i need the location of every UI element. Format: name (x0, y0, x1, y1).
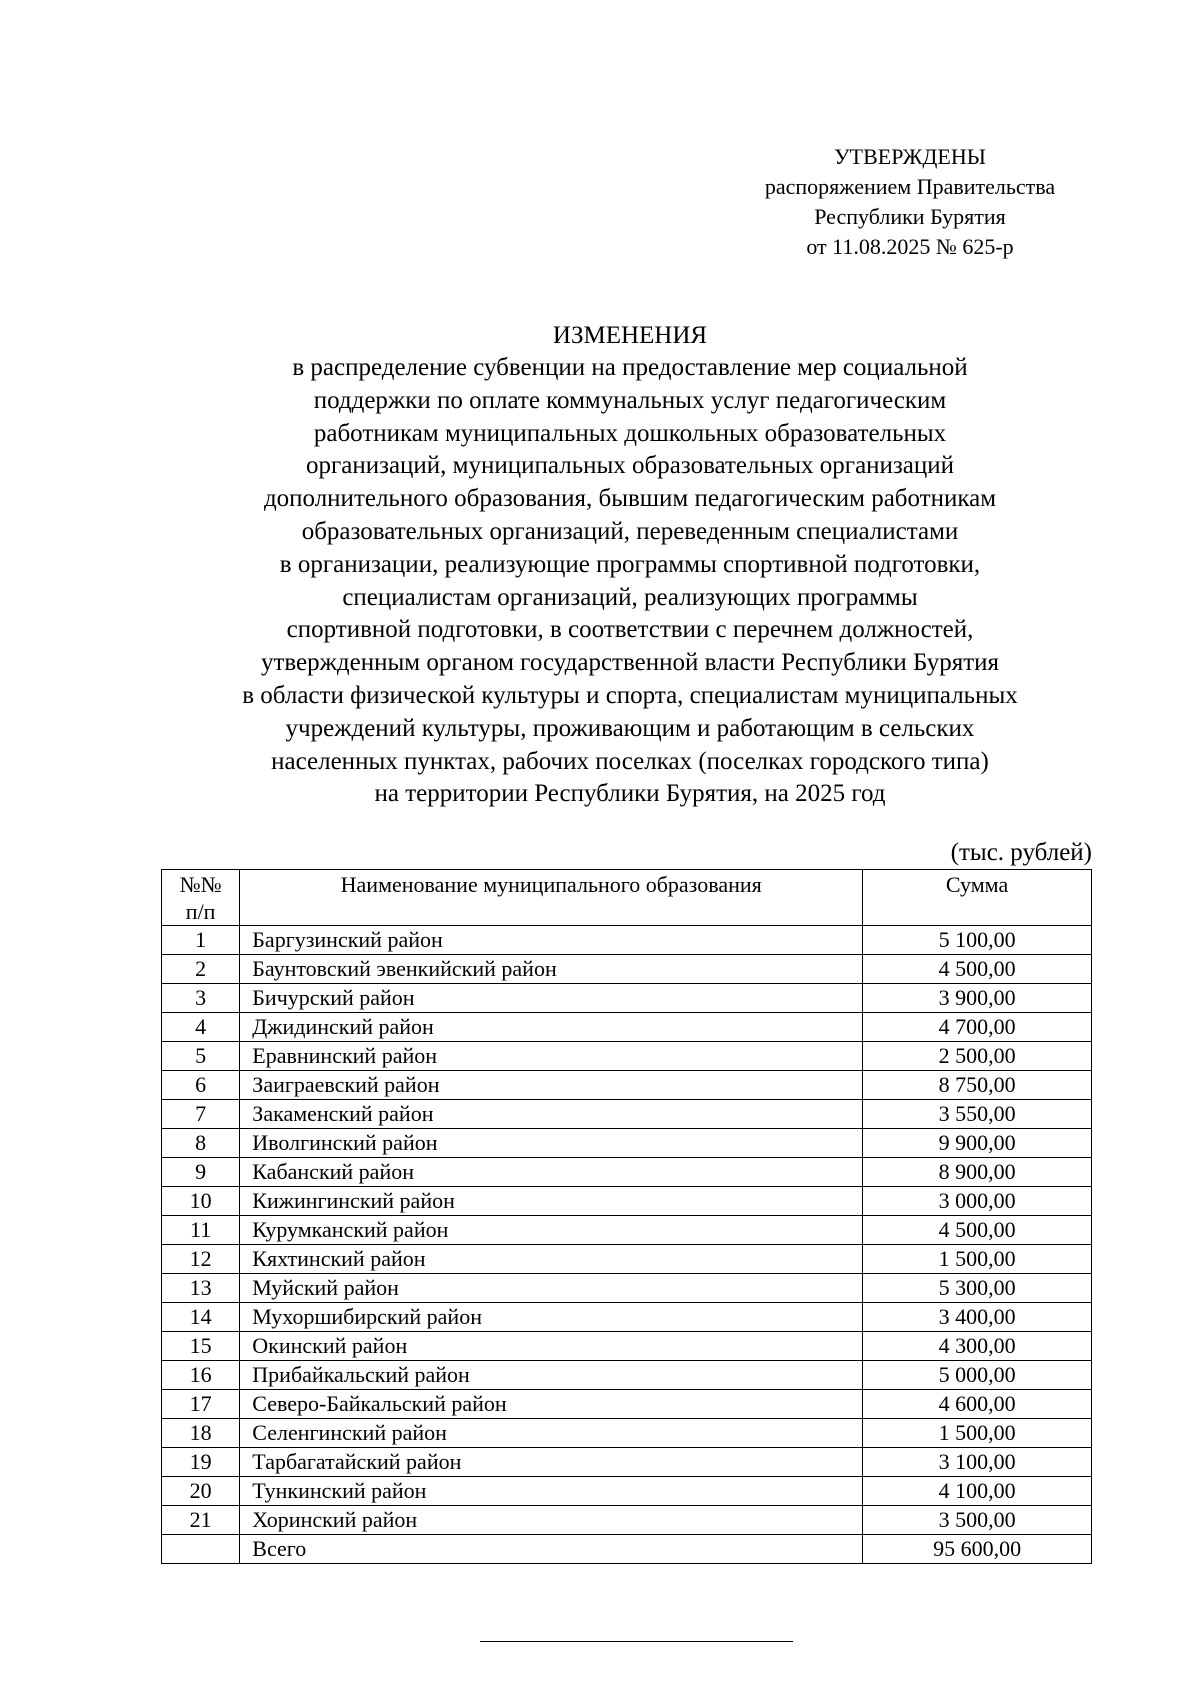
row-amount: 5 000,00 (863, 1361, 1092, 1390)
row-number: 9 (162, 1158, 240, 1187)
row-municipality: Баргузинский район (240, 926, 863, 955)
table-row (162, 1042, 1092, 1071)
approval-line: распоряжением Правительства (764, 174, 1056, 199)
row-number: 7 (162, 1100, 240, 1129)
subtitle-line: учреждений культуры, проживающим и работающим в сельских (285, 714, 975, 742)
row-number: 18 (162, 1419, 240, 1448)
table-row (162, 1332, 1092, 1361)
approval-heading: УТВЕРЖДЕНЫ (834, 144, 986, 169)
table-row (162, 1303, 1092, 1332)
row-amount: 8 750,00 (863, 1071, 1092, 1100)
row-municipality: Курумканский район (240, 1216, 863, 1245)
row-number: 12 (162, 1245, 240, 1274)
table-row (162, 1013, 1092, 1042)
approval-block (700, 142, 1120, 262)
subtitle-line: на территории Республики Бурятия, на 2025 год (374, 780, 886, 808)
row-number: 19 (162, 1448, 240, 1477)
row-number: 10 (162, 1187, 240, 1216)
subtitle-line: утвержденным органом государственной власти Республики Бурятия (260, 649, 1000, 677)
subtitle-line: образовательных организаций, переведенным специалистами (301, 517, 959, 545)
row-amount: 8 900,00 (863, 1158, 1092, 1187)
row-amount: 9 900,00 (863, 1129, 1092, 1158)
header-number-label: №№ п/п (179, 872, 222, 924)
row-amount: 1 500,00 (863, 1419, 1092, 1448)
row-number: 17 (162, 1390, 240, 1419)
subtitle-line: специалистам организаций, реализующих программы (342, 583, 918, 611)
row-number: 1 (162, 926, 240, 955)
approval-line: Республики Бурятия (814, 204, 1006, 229)
row-number: 16 (162, 1361, 240, 1390)
table-row (162, 1216, 1092, 1245)
table-row (162, 1361, 1092, 1390)
subtitle-line: поддержки по оплате коммунальных услуг педагогическим (313, 386, 947, 414)
row-amount: 4 500,00 (863, 955, 1092, 984)
row-municipality: Баунтовский эвенкийский район (240, 955, 863, 984)
row-municipality: Заиграевский район (240, 1071, 863, 1100)
subtitle-line: спортивной подготовки, в соответствии с перечнем должностей, (286, 616, 974, 644)
row-municipality: Тункинский район (240, 1477, 863, 1506)
table-row (162, 1506, 1092, 1535)
row-municipality: Еравнинский район (240, 1042, 863, 1071)
row-municipality: Кижингинский район (240, 1187, 863, 1216)
row-number: 14 (162, 1303, 240, 1332)
row-amount: 4 300,00 (863, 1332, 1092, 1361)
approval-date: от 11.08.2025 № 625-р (806, 234, 1014, 259)
row-municipality: Бичурский район (240, 984, 863, 1013)
row-number: 3 (162, 984, 240, 1013)
row-number: 21 (162, 1506, 240, 1535)
row-municipality: Иволгинский район (240, 1129, 863, 1158)
row-municipality: Хоринский район (240, 1506, 863, 1535)
table-row (162, 1390, 1092, 1419)
table-row (162, 1477, 1092, 1506)
row-number: 8 (162, 1129, 240, 1158)
table-row (162, 1100, 1092, 1129)
row-number (162, 1535, 240, 1564)
table-row (162, 1158, 1092, 1187)
row-amount: 3 000,00 (863, 1187, 1092, 1216)
row-amount: 3 900,00 (863, 984, 1092, 1013)
row-municipality: Прибайкальский район (240, 1361, 863, 1390)
subvention-table (161, 869, 1092, 1564)
table-row (162, 955, 1092, 984)
table-body (162, 926, 1092, 1564)
row-municipality: Окинский район (240, 1332, 863, 1361)
row-amount: 4 600,00 (863, 1390, 1092, 1419)
table-header-row (162, 870, 1092, 926)
subtitle-line: в области физической культуры и спорта, специалистам муниципальных (242, 681, 1018, 709)
table-row (162, 1245, 1092, 1274)
table-row (162, 1071, 1092, 1100)
row-number: 11 (162, 1216, 240, 1245)
row-amount: 4 700,00 (863, 1013, 1092, 1042)
subtitle-line: работникам муниципальных дошкольных образовательных (313, 419, 947, 447)
row-amount: 3 500,00 (863, 1506, 1092, 1535)
row-municipality: Тарбагатайский район (240, 1448, 863, 1477)
row-municipality: Северо-Байкальский район (240, 1390, 863, 1419)
table-row (162, 1129, 1092, 1158)
row-amount: 1 500,00 (863, 1245, 1092, 1274)
table-row (162, 1274, 1092, 1303)
subtitle-line: в организации, реализующие программы спортивной подготовки, (279, 550, 981, 578)
table-row (162, 926, 1092, 955)
footer-divider (480, 1641, 793, 1642)
row-municipality: Селенгинский район (240, 1419, 863, 1448)
row-municipality: Джидинский район (240, 1013, 863, 1042)
header-number (162, 870, 240, 926)
row-amount: 4 100,00 (863, 1477, 1092, 1506)
row-amount: 5 300,00 (863, 1274, 1092, 1303)
table-row (162, 1448, 1092, 1477)
row-number: 5 (162, 1042, 240, 1071)
subtitle-line: в распределение субвенции на предоставление мер социальной (292, 354, 968, 381)
row-number: 20 (162, 1477, 240, 1506)
row-amount: 95 600,00 (863, 1535, 1092, 1564)
subtitle-line: населенных пунктах, рабочих поселках (поселках городского типа) (271, 747, 989, 775)
table-row (162, 984, 1092, 1013)
row-amount: 5 100,00 (863, 926, 1092, 955)
row-amount: 3 400,00 (863, 1303, 1092, 1332)
row-amount: 3 550,00 (863, 1100, 1092, 1129)
row-municipality: Закаменский район (240, 1100, 863, 1129)
row-number: 6 (162, 1071, 240, 1100)
table-row (162, 1419, 1092, 1448)
row-municipality: Муйский район (240, 1274, 863, 1303)
row-number: 4 (162, 1013, 240, 1042)
unit-label: (тыс. рублей) (950, 839, 1092, 866)
document-subtitle (0, 352, 1200, 811)
row-amount: 4 500,00 (863, 1216, 1092, 1245)
subtitle-line: организаций, муниципальных образовательных организаций (305, 452, 955, 480)
row-number: 15 (162, 1332, 240, 1361)
row-number: 2 (162, 955, 240, 984)
row-municipality: Кабанский район (240, 1158, 863, 1187)
row-amount: 2 500,00 (863, 1042, 1092, 1071)
table-total-row (162, 1535, 1092, 1564)
row-municipality: Кяхтинский район (240, 1245, 863, 1274)
header-name: Наименование муниципального образования (240, 870, 863, 926)
row-municipality: Мухоршибирский район (240, 1303, 863, 1332)
document-title: ИЗМЕНЕНИЯ (552, 322, 708, 349)
subtitle-line: дополнительного образования, бывшим педагогическим работникам (263, 485, 997, 513)
header-sum: Сумма (863, 870, 1092, 926)
table-row (162, 1187, 1092, 1216)
row-amount: 3 100,00 (863, 1448, 1092, 1477)
row-municipality: Всего (240, 1535, 863, 1564)
row-number: 13 (162, 1274, 240, 1303)
